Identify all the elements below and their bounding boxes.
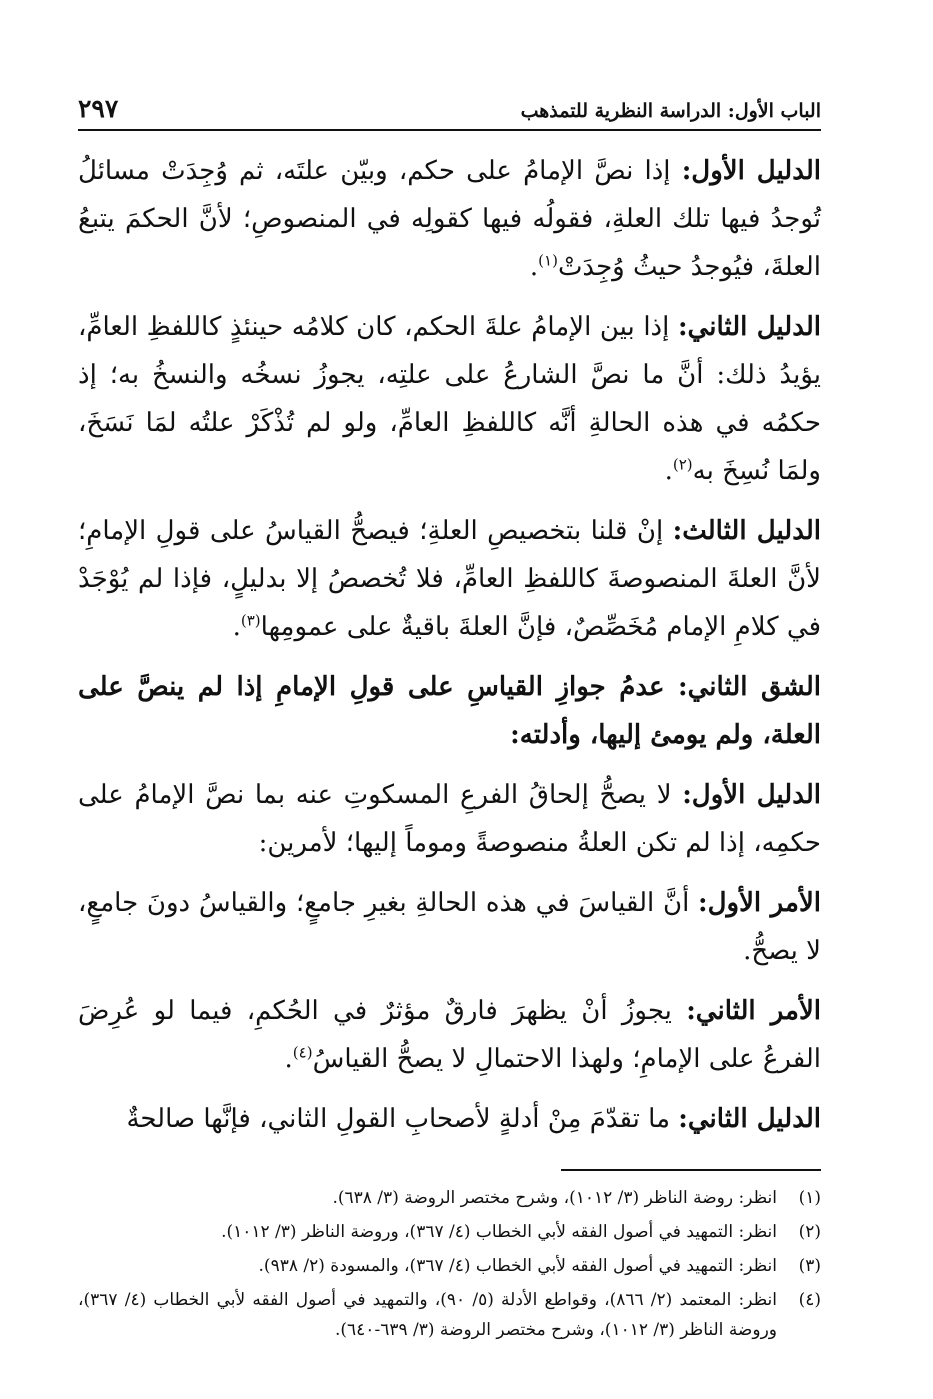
footnote-number: (١) [798, 1188, 821, 1208]
running-header [78, 94, 821, 131]
paragraph-text: الشق الثاني: عدمُ جوازِ القياسِ على قولِ الإمامِ إذا لم ينصَّ على العلة، ولم يومئ إليها، وأدلته: [78, 672, 821, 750]
chapter-title: الباب الأول: الدراسة النظرية للتمذهب [520, 100, 821, 122]
footnote [78, 1217, 821, 1247]
paragraph-lead: الأمر الأول: [698, 888, 821, 918]
page-number: ٢٩٧ [78, 94, 119, 123]
footnote-ref: (٤) [292, 1043, 313, 1062]
footnote-text: انظر: التمهيد في أصول الفقه لأبي الخطاب (٤/ ٣٦٧)، وروضة الناظر (٣/ ١٠١٢). [221, 1222, 777, 1242]
paragraph-lead: الدليل الثاني: [677, 312, 821, 342]
paragraph-end: . [664, 456, 673, 486]
footnote-number: (٢) [798, 1222, 821, 1242]
footnote-text: انظر: المعتمد (٢/ ٨٦٦)، وقواطع الأدلة (٥/ ٩٠)، والتمهيد في أصول الفقه لأبي الخطاب (٤/ ٣٦٧)، وروضة الناظر (٣/ ١٠١٢)، وشرح مختصر الروضة (٣/ ٦٣٩-٦٤٠). [78, 1290, 777, 1340]
paragraph [78, 1095, 821, 1143]
main-text [78, 147, 821, 1143]
footnote-ref: (٣) [240, 611, 261, 630]
footnote-ref: (١) [538, 251, 558, 270]
footnote-ref: (٢) [672, 455, 693, 474]
paragraph [78, 507, 821, 651]
paragraph-text: ما تقدّمَ مِنْ أدلةٍ لأصحابِ القولِ الثاني، فإنَّها صالحةٌ [126, 1104, 670, 1134]
paragraph [78, 879, 821, 975]
paragraph-text: إذا نصَّ الإمامُ على حكم، وبيّن علتَه، ثم وُجِدَتْ مسائلُ تُوجدُ فيها تلك العلةِ، فقولُه فيها كقولِه في المنصوصِ؛ لأنَّ الحكمَ يتبعُ العلةَ، فيُوجدُ حيثُ وُجِدَتْ [78, 156, 821, 282]
footnote [78, 1285, 821, 1345]
paragraph-end: . [284, 1044, 293, 1074]
paragraph-lead: الأمر الثاني: [686, 996, 822, 1026]
footnote [78, 1251, 821, 1281]
paragraph-text: إنْ قلنا بتخصيصِ العلةِ؛ فيصحُّ القياسُ على قولِ الإمامِ؛ لأنَّ العلةَ المنصوصةَ كاللفظِ العامِّ، فلا تُخصصُ إلا بدليلٍ، فإذا لم يُوْجَدْ في كلامِ الإمام مُخَصِّصٌ، فإنَّ العلةَ باقيةٌ على عمومِها [78, 516, 821, 642]
paragraph-lead: الدليل الثاني: [678, 1104, 821, 1134]
footnote-text: انظر: التمهيد في أصول الفقه لأبي الخطاب (٤/ ٣٦٧)، والمسودة (٢/ ٩٣٨). [258, 1256, 777, 1276]
paragraph-text: أنَّ القياسَ في هذه الحالةِ بغيرِ جامعٍ؛ والقياسُ دونَ جامعٍ، لا يصحُّ. [78, 888, 821, 966]
paragraph [78, 303, 821, 495]
paragraph [78, 987, 821, 1083]
paragraph-lead: الدليل الثالث: [672, 516, 821, 546]
footnote-divider [561, 1169, 821, 1171]
paragraph-lead: الدليل الأول: [682, 780, 821, 810]
paragraph-end: . [529, 252, 539, 282]
footnote-number: (٤) [798, 1290, 821, 1310]
paragraph [78, 771, 821, 867]
paragraph-end: . [232, 612, 241, 642]
paragraph [78, 663, 821, 759]
footnote-text: انظر: روضة الناظر (٣/ ١٠١٢)، وشرح مختصر الروضة (٣/ ٦٣٨). [332, 1188, 777, 1208]
paragraph-text: يجوزُ أنْ يظهرَ فارقٌ مؤثرٌ في الحُكمِ، فيما لو عُرِضَ الفرعُ على الإمامِ؛ ولهذا الاحتمالِ لا يصحُّ القياسُ [78, 996, 821, 1074]
footnote [78, 1183, 821, 1213]
footnote-number: (٣) [798, 1256, 821, 1276]
paragraph-text: لا يصحُّ إلحاقُ الفرعِ المسكوتِ عنه بما نصَّ الإمامُ على حكمِه، إذا لم تكن العلةُ منصوصةً وموماً إليها؛ لأمرين: [78, 780, 821, 858]
footnotes [78, 1183, 821, 1345]
paragraph-lead: الدليل الأول: [681, 156, 822, 186]
paragraph-text: إذا بين الإمامُ علةَ الحكم، كان كلامُه حينئذٍ كاللفظِ العامِّ، يؤيدُ ذلك: أنَّ ما نصَّ الشارعُ على علتِه، يجوزُ نسخُه والنسخُ به؛ إذ حكمُه في هذه الحالةِ أنَّه كاللفظِ العامِّ، ولو لم تُذْكَرْ علتُه لمَا نَسَخَ، ولمَا نُسِخَ به [78, 312, 821, 486]
paragraph [78, 147, 821, 291]
